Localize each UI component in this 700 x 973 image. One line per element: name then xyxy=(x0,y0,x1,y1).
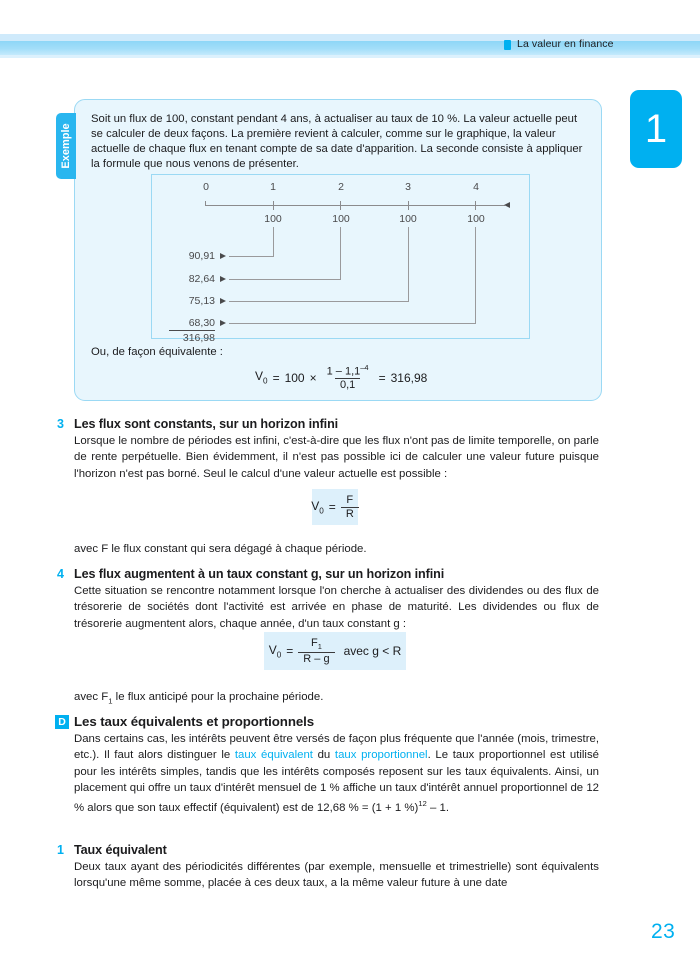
tick-4 xyxy=(475,201,476,210)
connector-v-4 xyxy=(475,227,476,324)
section-perpetuity xyxy=(57,417,599,482)
section-marker-3: 3 xyxy=(57,417,64,431)
tick-0 xyxy=(205,201,206,206)
link-taux-proportionnel[interactable]: taux proportionnel xyxy=(334,749,428,762)
note-growth xyxy=(74,687,599,710)
arrow-icon-3 xyxy=(220,298,226,304)
arrow-icon-4 xyxy=(220,320,226,326)
tick-1 xyxy=(273,201,274,210)
equivalent-intro: Ou, de façon équivalente : xyxy=(91,346,223,358)
cash-flow-3: 100 xyxy=(399,213,417,225)
arrow-icon-1 xyxy=(220,253,226,259)
section-growth xyxy=(57,567,599,632)
section-paragraph-3: Lorsque le nombre de périodes est infini, c'est-à-dire que les flux n'ont pas de limite temporelle, on parle de rente perpétuelle. Bien évidemment, il n'est pas possible ici de calculer une valeur future puisque l'horizon n'est pas borné. Seul le calcul d'une valeur actuelle est possible : xyxy=(74,435,599,480)
cash-flow-2: 100 xyxy=(332,213,350,225)
formula-perpetuity-fraction xyxy=(341,494,359,520)
connector-h-3 xyxy=(229,301,409,302)
formula-growth-fraction xyxy=(298,637,334,665)
example-tab xyxy=(56,113,76,179)
connector-v-2 xyxy=(340,227,341,280)
section-heading-d: Les taux équivalents et proportionnels xyxy=(74,714,315,729)
period-label-0: 0 xyxy=(203,181,209,193)
present-value-3: 75,13 xyxy=(188,295,215,307)
formula-growth-condition: avec g < R xyxy=(343,644,402,658)
page-number: 23 xyxy=(651,920,676,943)
period-label-3: 3 xyxy=(405,181,411,193)
link-taux-equivalent[interactable]: taux équivalent xyxy=(234,749,313,762)
formula-perpetuity xyxy=(312,489,358,525)
formula-growth xyxy=(264,632,406,670)
eq-coefficient: 100 xyxy=(284,370,305,385)
section-marker-4: 4 xyxy=(57,567,64,581)
timeline-figure xyxy=(151,174,530,344)
period-label-2: 2 xyxy=(338,181,344,193)
section-paragraph-d: Dans certains cas, les intérêts peuvent être versés de façon plus fréquente que l'année (mois, trimestre, etc.). Il faut alors distinguer le taux équivalent du taux proportionnel. Le taux proportionnel est utilisé pour les intérêts simples, tandis que les intérêts composés reposent sur les taux équivalents. Ainsi, un placement qui offre un taux d'intérêt mensuel de 1 % affiche un taux d'intérêt annuel proportionnel de 12 % alors que son taux effectif (équivalent) est de 12,68 % = (1 + 1 %)$^{12}$ – 1. xyxy=(74,733,599,814)
formula-perpetuity-denominator: R xyxy=(341,507,359,520)
note-perpetuity-text: avec F le flux constant qui sera dégagé à chaque période. xyxy=(74,543,367,555)
section-paragraph-4: Cette situation se rencontre notamment lorsque l'on cherche à actualiser des dividendes ou des flux de trésorerie de sociétés dont l'activité est arrivée en phase de maturité. Les dividendes ou flux de trésorerie augmentent alors, chaque année, d'un taux constant g : xyxy=(74,585,599,630)
formula-growth-equals: = xyxy=(286,644,294,658)
formula-perpetuity-numerator: F xyxy=(346,494,354,507)
formula-perpetuity-lhs: $V_0$ xyxy=(311,498,324,516)
formula-growth-lhs: $V_0$ xyxy=(268,642,282,660)
tick-2 xyxy=(340,201,341,210)
eq-result: 316,98 xyxy=(390,370,428,385)
example-equation xyxy=(255,364,427,391)
running-title: La valeur en finance xyxy=(517,38,614,50)
section-equivalent-rates xyxy=(58,714,599,816)
example-tab-label: Exemple xyxy=(60,123,72,169)
section-marker-d: D xyxy=(55,715,69,729)
section-heading-4: Les flux augmentent à un taux constant g, sur un horizon infini xyxy=(74,567,445,581)
note-perpetuity xyxy=(74,539,599,557)
chapter-tab xyxy=(630,90,682,168)
note-growth-text: avec $F_1$ le flux anticipé pour la prochaine période. xyxy=(74,691,324,706)
connector-h-4 xyxy=(229,323,476,324)
period-label-4: 4 xyxy=(473,181,479,193)
header-bullet-icon xyxy=(504,40,511,50)
connector-v-3 xyxy=(408,227,409,302)
timeline-axis xyxy=(205,205,505,206)
period-label-1: 1 xyxy=(270,181,276,193)
eq-denominator: 0,1 xyxy=(335,378,360,391)
eq-fraction xyxy=(322,364,374,391)
cash-flow-1: 100 xyxy=(264,213,282,225)
formula-growth-denominator: R – g xyxy=(298,652,334,665)
connector-h-1 xyxy=(229,256,274,257)
section-paragraph-1: Deux taux ayant des périodicités différentes (par exemple, mensuelle et trimestrielle) sont équivalents lorsqu'une même somme, placée à ces deux taux, a la même valeur future à une date xyxy=(74,861,599,890)
timeline-axis-arrow-icon xyxy=(504,202,510,208)
chapter-number: 1 xyxy=(644,107,668,151)
header-bottom-band xyxy=(0,55,700,58)
eq-times: × xyxy=(309,370,317,385)
formula-growth-numerator: $F_1$ xyxy=(310,637,322,652)
eq-equals-2: = xyxy=(378,370,386,385)
present-value-total: 316,98 xyxy=(182,332,215,344)
section-marker-1: 1 xyxy=(57,843,64,857)
present-value-4: 68,30 xyxy=(188,317,215,329)
eq-numerator: $1 - 1,1^{-4}$ xyxy=(326,363,369,378)
sum-rule xyxy=(169,330,215,331)
connector-v-1 xyxy=(273,227,274,257)
present-value-1: 90,91 xyxy=(188,250,215,262)
connector-h-2 xyxy=(229,279,341,280)
example-body-text: Soit un flux de 100, constant pendant 4 ans, à actualiser au taux de 10 %. La valeur actuelle peut se calculer de deux façons. La première revient à calculer, comme sur le graphique, la valeur actuelle de chaque flux en tenant compte de sa date d'apparition. La seconde consiste à appliquer la formule que nous venons de présenter. xyxy=(91,113,583,171)
arrow-icon-2 xyxy=(220,276,226,282)
present-value-2: 82,64 xyxy=(188,273,215,285)
section-taux-equivalent xyxy=(57,843,599,892)
section-heading-3: Les flux sont constants, sur un horizon infini xyxy=(74,417,339,431)
eq-lhs: $V_0$ xyxy=(255,369,268,386)
section-heading-1: Taux équivalent xyxy=(74,843,167,857)
eq-equals: = xyxy=(272,370,280,385)
tick-3 xyxy=(408,201,409,210)
cash-flow-4: 100 xyxy=(467,213,485,225)
formula-perpetuity-equals: = xyxy=(328,500,336,514)
